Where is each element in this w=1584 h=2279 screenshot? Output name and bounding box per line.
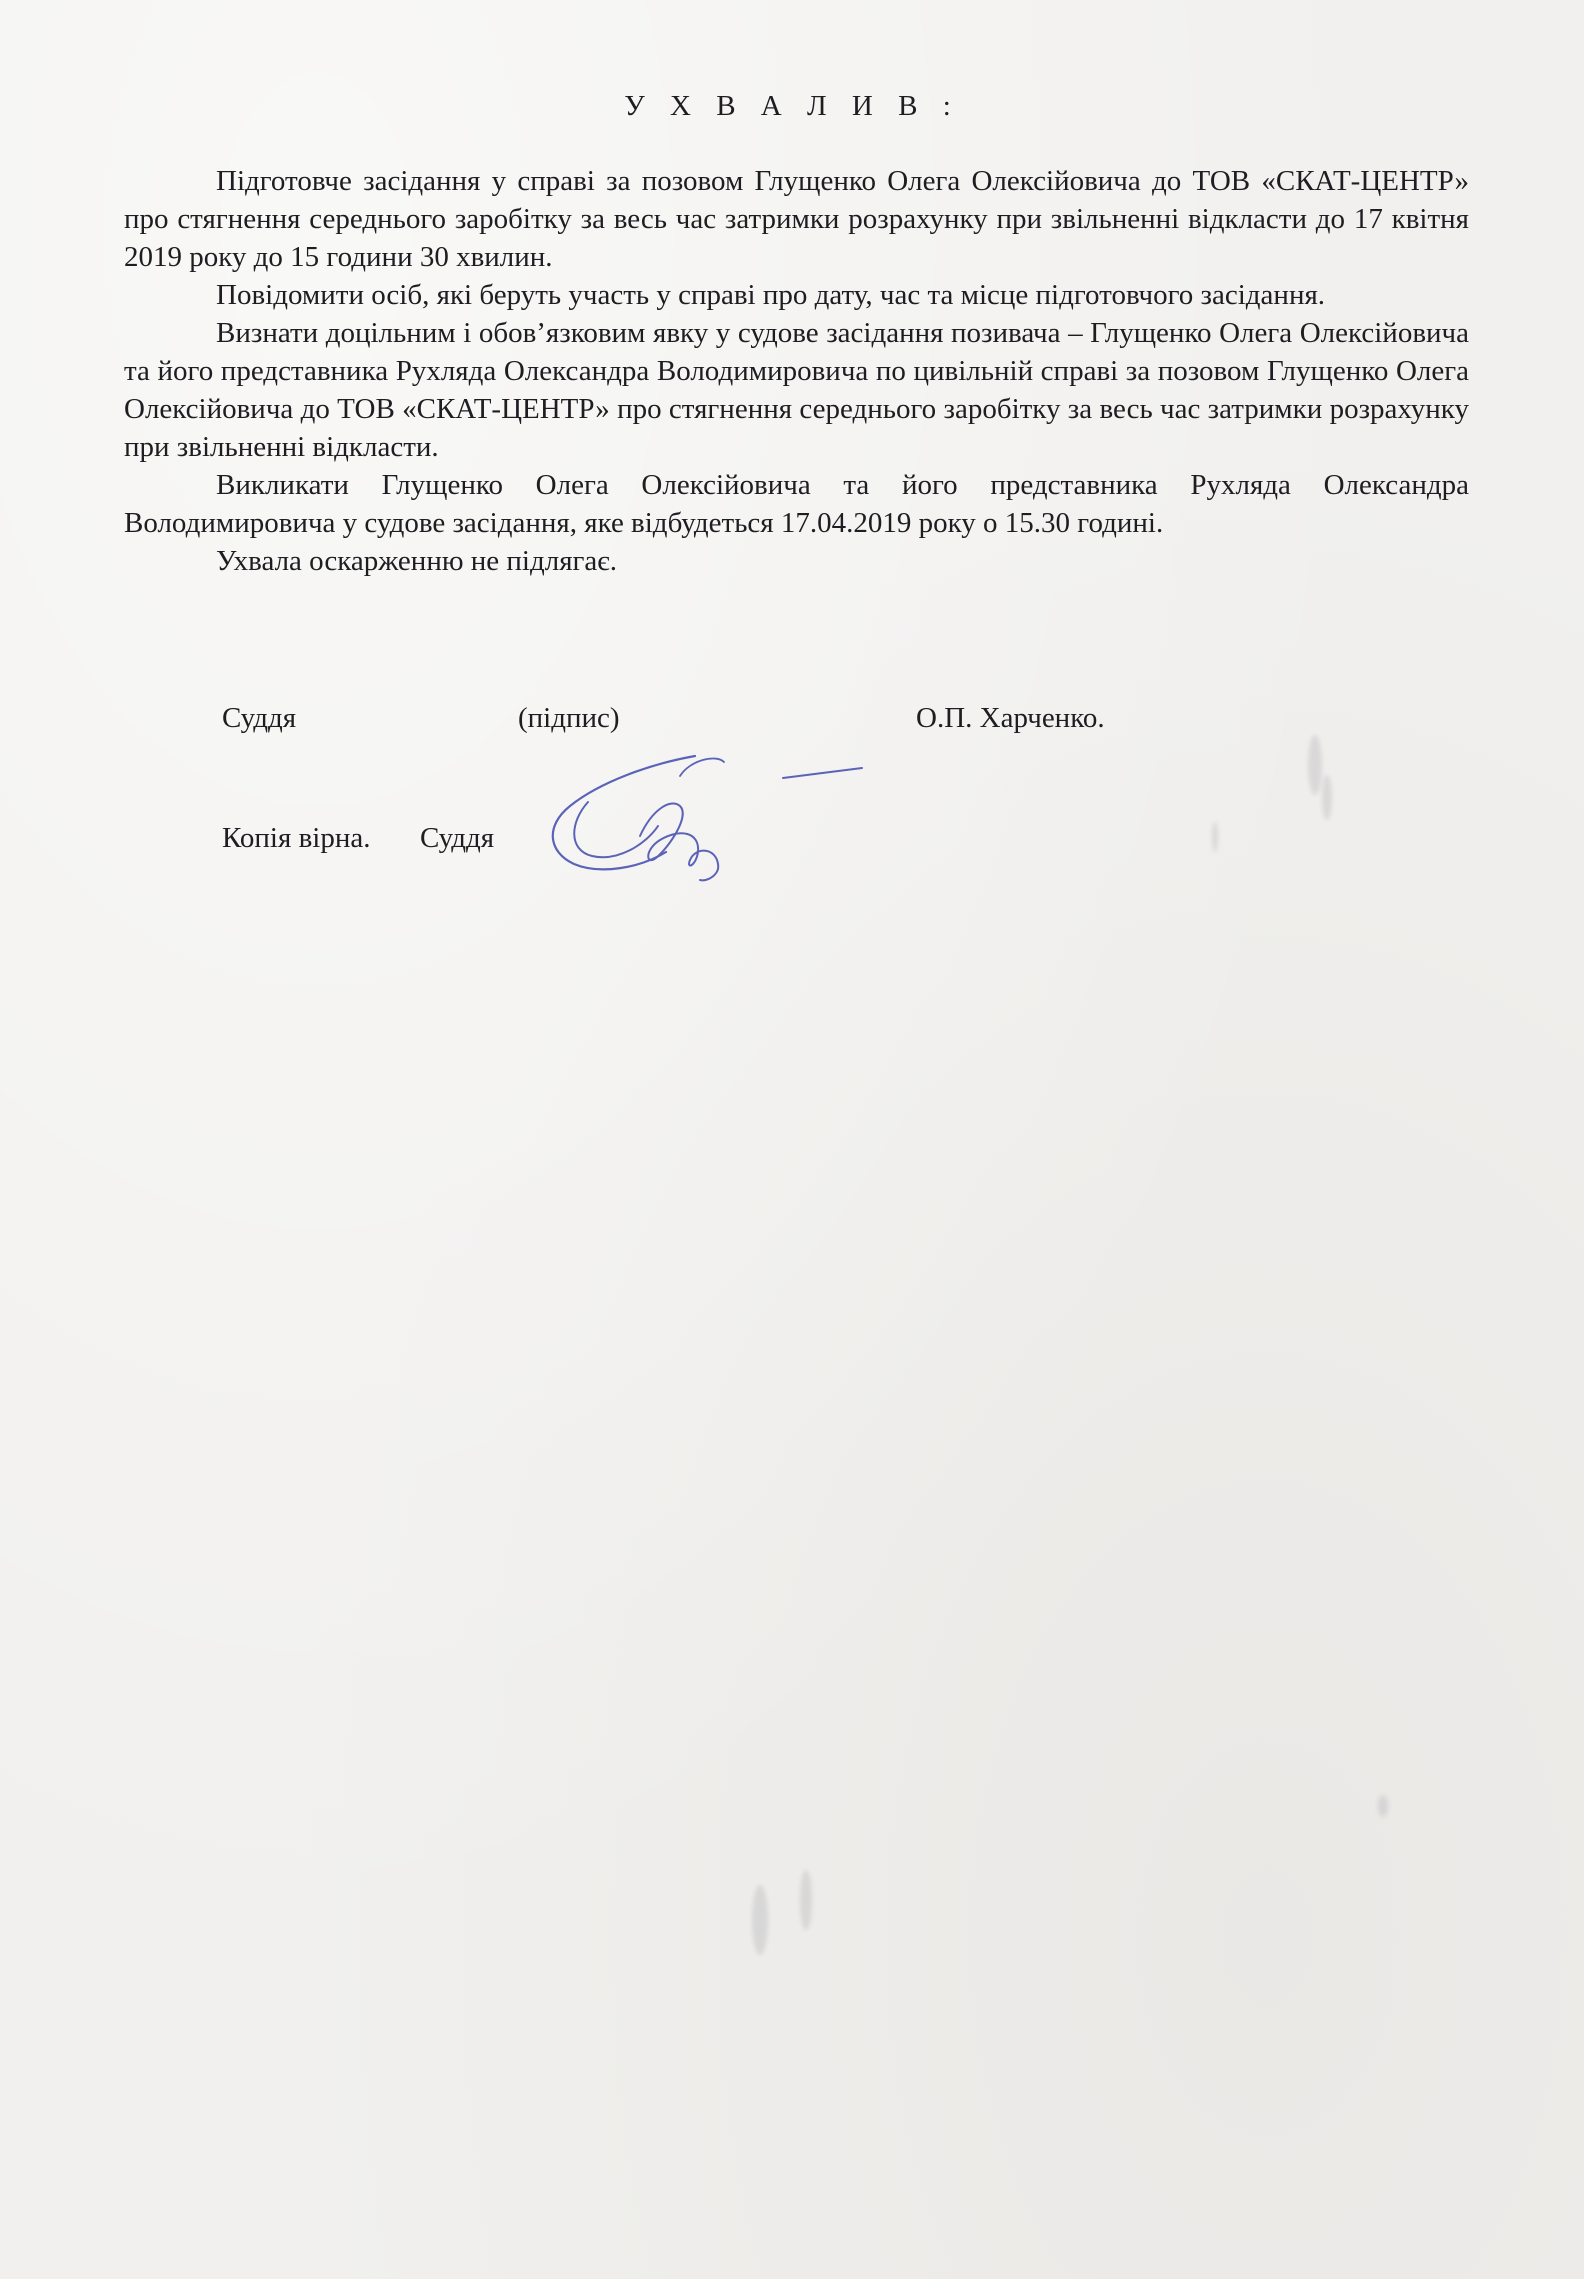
document-body: [124, 162, 1469, 580]
paragraph-attendance: Визнати доцільним і обов’язковим явку у судове засідання позивача – Глущенко Олега Олексійовича та його представника Рухляда Олександра Володимировича по цивільній справі за позовом Глущенко Олега Олексійовича до ТОВ «СКАТ-ЦЕНТР» про стягнення середнього заробітку за весь час затримки розрахунку при звільненні відкласти.: [124, 317, 1469, 463]
handwritten-signature: [540, 740, 880, 900]
scan-blemish: [1378, 1795, 1388, 1817]
signature-placeholder: (підпис): [518, 702, 620, 734]
scan-blemish: [1322, 775, 1332, 820]
judge-label: Суддя: [222, 702, 297, 734]
scan-blemish: [1308, 735, 1322, 795]
paragraph-adjournment: Підготовче засідання у справі за позовом Глущенко Олега Олексійовича до ТОВ «СКАТ-ЦЕНТР» про стягнення середнього заробітку за весь час затримки розрахунку при звільненні відкласти до 17 квітня 2019 року до 15 години 30 хвилин.: [124, 165, 1469, 273]
scan-blemish: [752, 1885, 768, 1955]
copy-label: Копія вірна.: [222, 822, 371, 854]
copy-judge-label: Суддя: [420, 822, 495, 854]
paragraph-appeal-note: Ухвала оскарженню не підлягає.: [216, 545, 618, 577]
paragraph-summons: Викликати Глущенко Олега Олексійовича та його представника Рухляда Олександра Володимировича у судове засідання, яке відбудеться 17.04.2019 року о 15.30 годині.: [124, 469, 1469, 539]
scan-blemish: [800, 1870, 812, 1930]
document-heading: У Х В А Л И В :: [624, 90, 960, 122]
judge-name: О.П. Харченко.: [916, 702, 1105, 734]
paragraph-notification: Повідомити осіб, які беруть участь у справі про дату, час та місце підготовчого засідання.: [216, 279, 1326, 311]
scan-blemish: [1212, 822, 1218, 852]
